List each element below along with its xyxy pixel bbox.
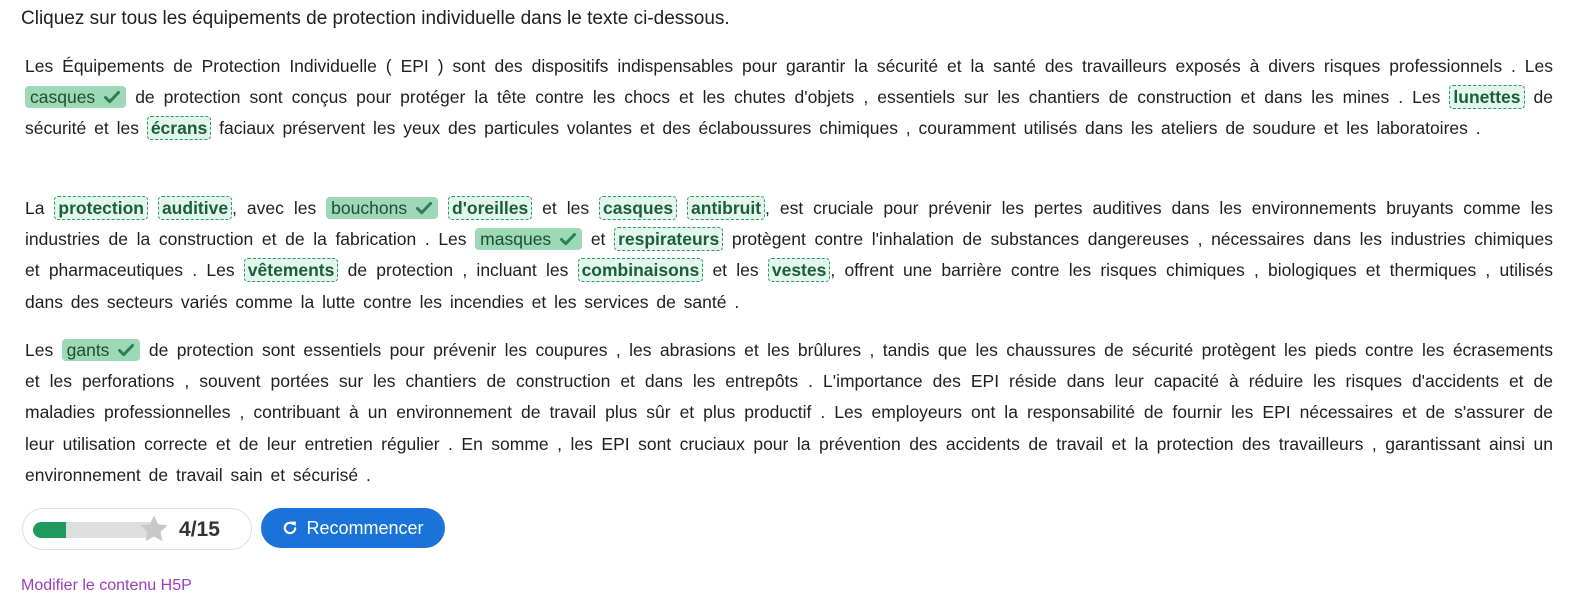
candidate-word[interactable]	[578, 258, 704, 282]
candidate-word[interactable]	[158, 196, 232, 220]
task-instruction: Cliquez sur tous les équipements de protection individuelle dans le texte ci-dessous.	[21, 8, 730, 29]
candidate-word[interactable]	[54, 196, 148, 220]
word-label: casques	[30, 87, 96, 108]
score-current: 4	[179, 518, 191, 541]
word-label: gants	[66, 340, 110, 360]
text-segment[interactable]: , avec les	[232, 198, 327, 218]
edit-content-link[interactable]: Modifier le contenu H5P	[21, 577, 192, 594]
word-label: bouchons	[331, 198, 408, 218]
text-segment[interactable]	[677, 198, 687, 218]
word-label: écrans	[150, 118, 208, 139]
progress-fill	[33, 522, 66, 538]
text-segment[interactable]: faciaux préservent les yeux des particules volantes et des éclaboussures chimiques , couramment utilisés dans les ateliers de soudure et les laboratoires .	[211, 118, 1481, 139]
check-icon	[560, 232, 576, 246]
selected-correct-word[interactable]	[62, 339, 141, 361]
text-segment[interactable]: de protection , incluant les	[338, 260, 578, 281]
selected-correct-word[interactable]	[326, 197, 438, 219]
retry-label: Recommencer	[306, 517, 424, 538]
retry-icon	[282, 520, 298, 536]
candidate-word[interactable]	[599, 196, 677, 220]
text-segment[interactable]: Les Équipements de Protection Individuelle ( EPI ) sont des dispositifs indispensables pour garantir la sécurité et la santé des travailleurs exposés à divers risques professionnels . Les	[25, 56, 1553, 76]
candidate-word[interactable]	[614, 227, 723, 251]
selected-correct-word[interactable]	[475, 228, 582, 250]
word-label: lunettes	[1453, 87, 1521, 108]
text-segment[interactable]	[438, 198, 448, 218]
retry-button[interactable]	[261, 508, 445, 548]
word-label: protection	[58, 198, 144, 218]
word-label: respirateurs	[618, 229, 720, 250]
candidate-word[interactable]	[768, 258, 831, 282]
text-segment[interactable]: protègent contre l'inhalation de substances dangereuses , nécessaires dans les industries chimiques et pharmaceutiques . Les	[25, 229, 1553, 281]
candidate-word[interactable]	[687, 196, 765, 220]
star-icon	[137, 513, 171, 545]
text-segment[interactable]: Les	[25, 340, 62, 360]
text-segment[interactable]: , offrent une barrière contre les risques chimiques , biologiques et thermiques , utilisés dans des secteurs variés comme la lutte contre les incendies et les services de santé .	[25, 260, 1553, 312]
word-label: masques	[480, 229, 552, 250]
text-segment[interactable]: , est cruciale pour prévenir les pertes auditives dans les environnements bruyants comme les industries de la construction et de la fabrication . Les	[25, 198, 1553, 250]
word-label: vêtements	[247, 260, 335, 281]
candidate-word[interactable]	[448, 196, 532, 220]
paragraph-2	[25, 193, 1553, 318]
candidate-word[interactable]	[147, 116, 211, 140]
word-label: auditive	[161, 198, 229, 218]
word-label: combinaisons	[581, 260, 700, 281]
text-segment[interactable]: de protection sont essentiels pour prévenir les coupures , les abrasions et les brûlures , tandis que les chaussures de sécurité protègent les pieds contre les écrasements et les perforations , souvent portées sur les chantiers de construction et dans les entrepôts . L'importance des EPI réside dans leur capacité à réduire les risques d'accidents et de maladies professionnelles , contribuant à un environnement de travail plus sûr et plus productif . Les employeurs ont la responsabilité de fournir les EPI nécessaires et de s'assurer de leur utilisation correcte et de leur entretien régulier . En somme , les EPI sont cruciaux pour la prévention des accidents de travail et la protection des travailleurs , garantissant ainsi un environnement de travail sain et sécurisé .	[25, 340, 1554, 485]
score-total: 15	[196, 518, 220, 541]
score-bar	[22, 508, 252, 550]
paragraph-3	[25, 335, 1553, 491]
score-separator: /	[190, 518, 197, 541]
text-segment[interactable]: La	[25, 198, 55, 218]
check-icon	[104, 90, 120, 104]
word-label: antibruit	[691, 198, 762, 218]
check-icon	[416, 201, 432, 215]
text-segment[interactable]: et les	[532, 198, 600, 218]
selected-correct-word[interactable]	[25, 86, 126, 108]
text-segment[interactable]	[148, 198, 158, 218]
word-label: d'oreilles	[452, 198, 529, 218]
word-label: vestes	[771, 260, 827, 281]
text-segment[interactable]: et	[582, 229, 615, 250]
candidate-word[interactable]	[244, 258, 339, 282]
text-segment[interactable]: de protection sont conçus pour protéger la tête contre les chocs et les chutes d'objets , essentiels sur les chantiers de construction et dans les mines . Les	[126, 87, 1450, 108]
check-icon	[118, 343, 134, 357]
text-segment[interactable]: de sécurité et les	[25, 87, 1553, 139]
paragraph-1	[25, 51, 1553, 145]
score-text	[179, 518, 220, 542]
word-label: casques	[603, 198, 674, 218]
candidate-word[interactable]	[1449, 85, 1524, 109]
text-segment[interactable]: et les	[703, 260, 768, 281]
